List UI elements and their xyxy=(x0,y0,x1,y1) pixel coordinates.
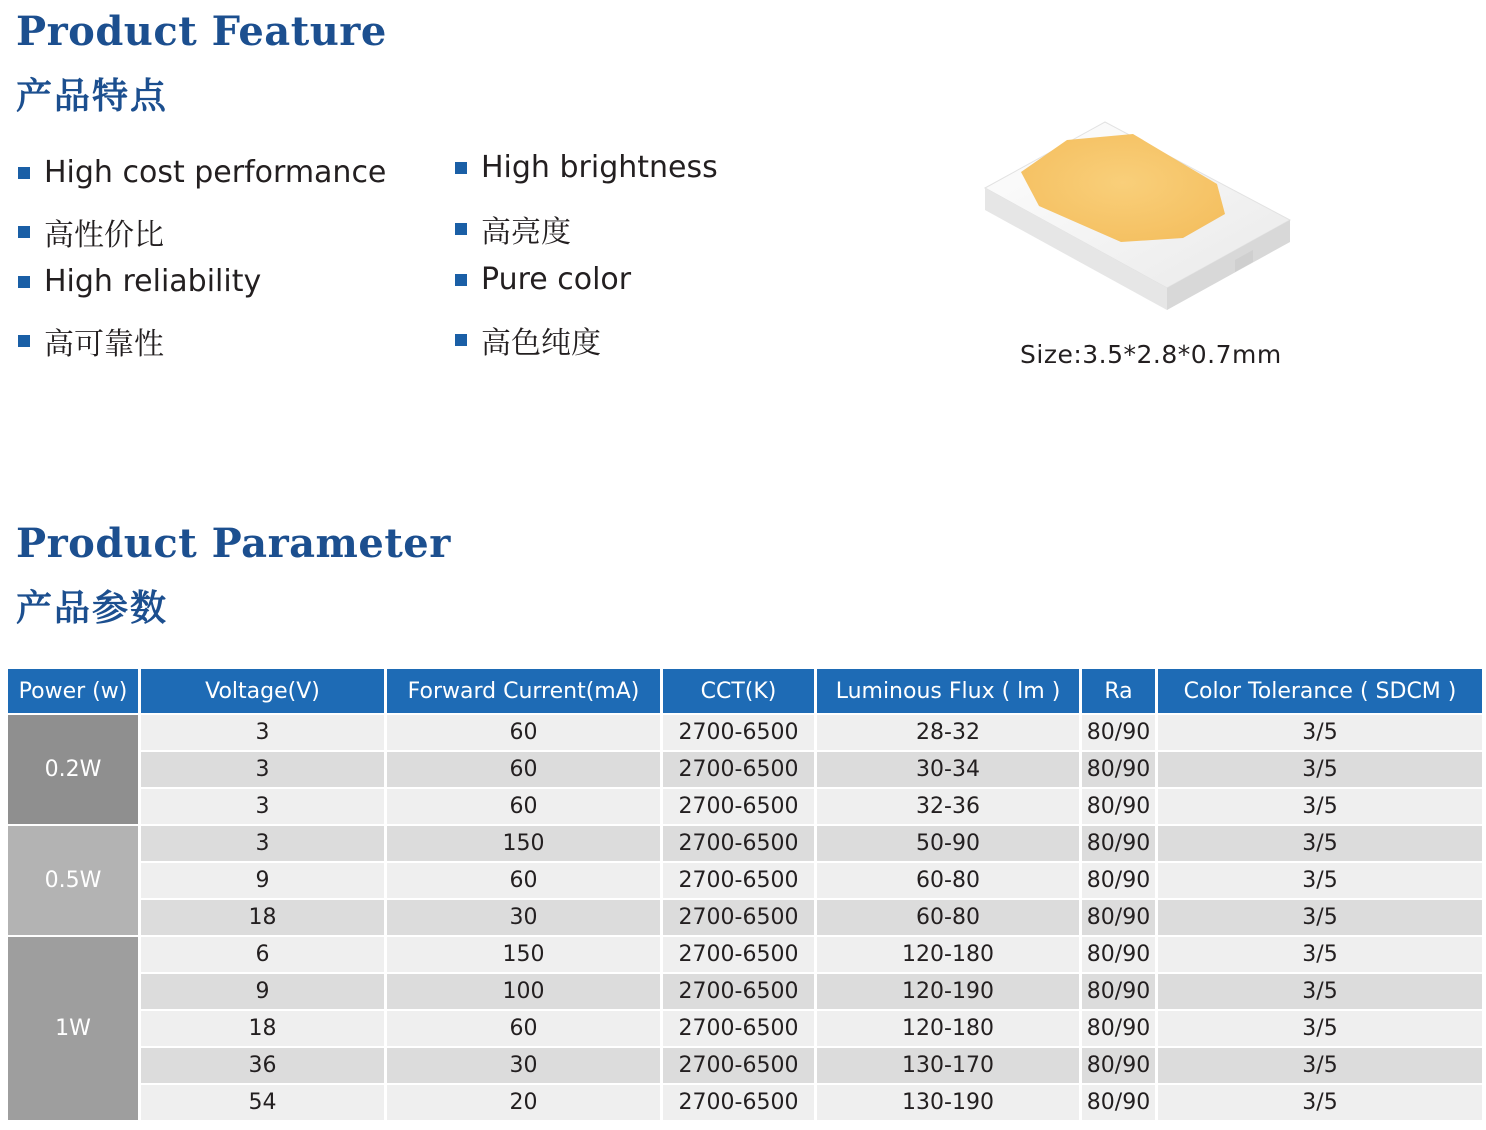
feature-label: High brightness xyxy=(481,150,718,185)
table-row xyxy=(8,1048,1482,1083)
feature-label: High cost performance xyxy=(44,155,387,190)
table-row xyxy=(8,1085,1482,1120)
square-bullet-icon xyxy=(18,226,30,238)
power-cell: 0.2W xyxy=(8,715,138,824)
voltage-cell: 6 xyxy=(141,937,384,972)
feature-label: 高性价比 xyxy=(44,218,164,253)
power-cell: 0.5W xyxy=(8,826,138,935)
ra-cell: 80/90 xyxy=(1082,863,1155,898)
table-row xyxy=(8,789,1482,824)
table-row xyxy=(8,752,1482,787)
voltage-cell: 9 xyxy=(141,863,384,898)
luminous-flux-cell: 60-80 xyxy=(817,900,1079,935)
luminous-flux-cell: 60-80 xyxy=(817,863,1079,898)
luminous-flux-cell: 120-190 xyxy=(817,974,1079,1009)
table-header-row xyxy=(8,669,1482,713)
voltage-cell: 18 xyxy=(141,1011,384,1046)
table-row xyxy=(8,900,1482,935)
cct-cell: 2700-6500 xyxy=(663,826,814,861)
size-caption: Size:3.5*2.8*0.7mm xyxy=(1020,340,1282,369)
luminous-flux-cell: 130-170 xyxy=(817,1048,1079,1083)
table-row xyxy=(8,937,1482,972)
header-cct: CCT(K) xyxy=(663,669,814,713)
forward-current-cell: 60 xyxy=(387,715,660,750)
square-bullet-icon xyxy=(455,334,467,346)
feature-title-en: Product Feature xyxy=(16,8,387,55)
cct-cell: 2700-6500 xyxy=(663,937,814,972)
square-bullet-icon xyxy=(455,162,467,174)
luminous-flux-cell: 120-180 xyxy=(817,1011,1079,1046)
forward-current-cell: 30 xyxy=(387,900,660,935)
color-tolerance-cell: 3/5 xyxy=(1158,900,1482,935)
color-tolerance-cell: 3/5 xyxy=(1158,1085,1482,1120)
feature-item xyxy=(18,319,164,363)
power-cell: 1W xyxy=(8,937,138,1120)
feature-label: 高色纯度 xyxy=(481,326,601,361)
table-row xyxy=(8,1011,1482,1046)
color-tolerance-cell: 3/5 xyxy=(1158,826,1482,861)
ra-cell: 80/90 xyxy=(1082,974,1155,1009)
ra-cell: 80/90 xyxy=(1082,1048,1155,1083)
ra-cell: 80/90 xyxy=(1082,1085,1155,1120)
led-chip-image xyxy=(955,110,1305,340)
voltage-cell: 18 xyxy=(141,900,384,935)
feature-label: 高可靠性 xyxy=(44,327,164,362)
color-tolerance-cell: 3/5 xyxy=(1158,715,1482,750)
luminous-flux-cell: 120-180 xyxy=(817,937,1079,972)
color-tolerance-cell: 3/5 xyxy=(1158,752,1482,787)
color-tolerance-cell: 3/5 xyxy=(1158,863,1482,898)
ra-cell: 80/90 xyxy=(1082,900,1155,935)
feature-label: High reliability xyxy=(44,264,262,299)
voltage-cell: 36 xyxy=(141,1048,384,1083)
header-ra: Ra xyxy=(1082,669,1155,713)
luminous-flux-cell: 50-90 xyxy=(817,826,1079,861)
color-tolerance-cell: 3/5 xyxy=(1158,974,1482,1009)
feature-item xyxy=(18,210,164,254)
feature-label: 高亮度 xyxy=(481,215,571,250)
ra-cell: 80/90 xyxy=(1082,752,1155,787)
luminous-flux-cell: 32-36 xyxy=(817,789,1079,824)
feature-title-cn: 产品特点 xyxy=(16,75,169,117)
parameter-title-cn: 产品参数 xyxy=(16,587,169,629)
forward-current-cell: 60 xyxy=(387,752,660,787)
feature-item xyxy=(455,262,631,297)
cct-cell: 2700-6500 xyxy=(663,1085,814,1120)
forward-current-cell: 60 xyxy=(387,1011,660,1046)
feature-item xyxy=(455,150,718,185)
forward-current-cell: 100 xyxy=(387,974,660,1009)
ra-cell: 80/90 xyxy=(1082,1011,1155,1046)
header-luminous-flux: Luminous Flux ( lm ) xyxy=(817,669,1079,713)
cct-cell: 2700-6500 xyxy=(663,752,814,787)
cct-cell: 2700-6500 xyxy=(663,1048,814,1083)
voltage-cell: 3 xyxy=(141,752,384,787)
cct-cell: 2700-6500 xyxy=(663,789,814,824)
table-row xyxy=(8,826,1482,861)
square-bullet-icon xyxy=(18,335,30,347)
feature-item xyxy=(455,318,601,362)
square-bullet-icon xyxy=(18,167,30,179)
cct-cell: 2700-6500 xyxy=(663,715,814,750)
ra-cell: 80/90 xyxy=(1082,789,1155,824)
square-bullet-icon xyxy=(18,276,30,288)
ra-cell: 80/90 xyxy=(1082,826,1155,861)
parameter-title-en: Product Parameter xyxy=(16,520,451,567)
cct-cell: 2700-6500 xyxy=(663,974,814,1009)
luminous-flux-cell: 130-190 xyxy=(817,1085,1079,1120)
square-bullet-icon xyxy=(455,274,467,286)
voltage-cell: 3 xyxy=(141,789,384,824)
color-tolerance-cell: 3/5 xyxy=(1158,1011,1482,1046)
feature-item xyxy=(18,155,386,190)
forward-current-cell: 150 xyxy=(387,937,660,972)
ra-cell: 80/90 xyxy=(1082,715,1155,750)
voltage-cell: 3 xyxy=(141,715,384,750)
table-row xyxy=(8,863,1482,898)
table-row xyxy=(8,974,1482,1009)
table-row xyxy=(8,715,1482,750)
cct-cell: 2700-6500 xyxy=(663,1011,814,1046)
square-bullet-icon xyxy=(455,223,467,235)
ra-cell: 80/90 xyxy=(1082,937,1155,972)
luminous-flux-cell: 28-32 xyxy=(817,715,1079,750)
forward-current-cell: 150 xyxy=(387,826,660,861)
header-voltage: Voltage(V) xyxy=(141,669,384,713)
color-tolerance-cell: 3/5 xyxy=(1158,1048,1482,1083)
forward-current-cell: 30 xyxy=(387,1048,660,1083)
cct-cell: 2700-6500 xyxy=(663,900,814,935)
parameter-table xyxy=(5,667,1485,1122)
feature-item xyxy=(455,207,571,251)
cct-cell: 2700-6500 xyxy=(663,863,814,898)
forward-current-cell: 20 xyxy=(387,1085,660,1120)
forward-current-cell: 60 xyxy=(387,863,660,898)
header-power: Power (w) xyxy=(8,669,138,713)
forward-current-cell: 60 xyxy=(387,789,660,824)
header-forward-current: Forward Current(mA) xyxy=(387,669,660,713)
table-body xyxy=(8,715,1482,1120)
luminous-flux-cell: 30-34 xyxy=(817,752,1079,787)
color-tolerance-cell: 3/5 xyxy=(1158,789,1482,824)
voltage-cell: 54 xyxy=(141,1085,384,1120)
feature-label: Pure color xyxy=(481,262,632,297)
voltage-cell: 9 xyxy=(141,974,384,1009)
feature-item xyxy=(18,264,261,299)
header-color-tolerance: Color Tolerance ( SDCM ) xyxy=(1158,669,1482,713)
color-tolerance-cell: 3/5 xyxy=(1158,937,1482,972)
voltage-cell: 3 xyxy=(141,826,384,861)
